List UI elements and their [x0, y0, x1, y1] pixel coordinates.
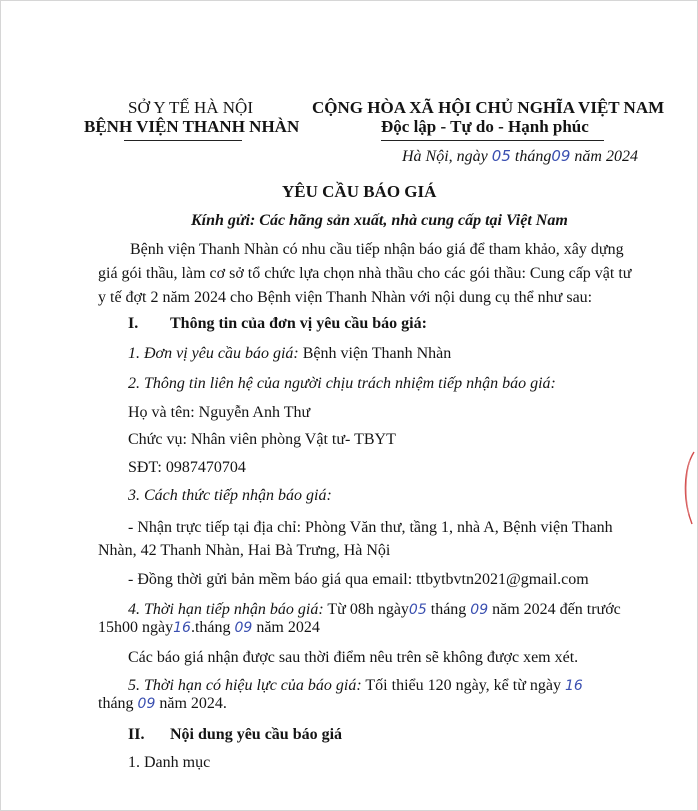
direct-address-line-1: - Nhận trực tiếp tại địa chỉ: Phòng Văn thư, tầng 1, nhà A, Bệnh viện Thanh	[128, 519, 613, 536]
section-1-title: Thông tin của đơn vị yêu cầu báo giá:	[170, 315, 427, 332]
item-4-text-f: năm 2024	[256, 619, 320, 636]
section-1-number: I.	[128, 315, 139, 332]
date-month-handwritten: 09	[551, 147, 571, 165]
item-4-text-c: năm 2024 đến trước	[492, 601, 621, 618]
national-title: CỘNG HÒA XÃ HỘI CHỦ NGHĨA VIỆT NAM	[312, 98, 665, 117]
item-4-month-b-handwritten: 09	[234, 620, 253, 636]
item-1	[128, 344, 451, 363]
section-2-number: II.	[128, 726, 145, 743]
motto-underline	[381, 140, 604, 141]
email-line: - Đồng thời gửi bản mềm báo giá qua email: ttbytbvtn2021@gmail.com	[128, 571, 589, 588]
intro-line-2: giá gói thầu, làm cơ sở tổ chức lựa chọn nhà thầu cho các gói thầu: Cung cấp vật tư	[98, 265, 632, 282]
direct-address-line-2: Nhàn, 42 Thanh Nhàn, Hai Bà Trưng, Hà Nội	[98, 542, 391, 559]
recipient-line: Kính gửi: Các hãng sản xuất, nhà cung cấp tại Việt Nam	[191, 212, 568, 229]
contact-phone: SĐT: 0987470704	[128, 459, 246, 476]
date-line	[402, 147, 638, 166]
date-day-handwritten: 05	[491, 147, 511, 165]
item-1-label: 1. Đơn vị yêu cầu báo giá:	[128, 345, 299, 362]
item-5-text-c: năm 2024.	[159, 695, 227, 712]
contact-position: Chức vụ: Nhân viên phòng Vật tư- TBYT	[128, 431, 396, 448]
date-year: năm 2024	[574, 148, 638, 165]
item-5-line-2	[98, 694, 227, 713]
item-2-label: 2. Thông tin liên hệ của người chịu trách nhiệm tiếp nhận báo giá:	[128, 375, 556, 392]
national-motto: Độc lập - Tự do - Hạnh phúc	[381, 117, 589, 136]
item-4-text-a: Từ 08h ngày	[327, 601, 409, 618]
item-4-month-a-handwritten: 09	[470, 602, 489, 618]
item-4-day-a-handwritten: 05	[408, 602, 427, 618]
item-4-line-2	[98, 618, 320, 637]
item-4-text-e: .tháng	[190, 619, 231, 636]
date-month-label: tháng	[514, 148, 552, 165]
item-5-month-handwritten: 09	[137, 696, 156, 712]
red-stamp-edge	[676, 448, 696, 528]
item-4-day-b-handwritten: 16	[173, 620, 191, 636]
hospital-underline	[124, 140, 242, 141]
item-1-value: Bệnh viện Thanh Nhàn	[302, 345, 452, 362]
document-title: YÊU CẦU BÁO GIÁ	[282, 182, 437, 201]
item-5-day-handwritten: 16	[565, 678, 583, 694]
late-note: Các báo giá nhận được sau thời điểm nêu trên sẽ không được xem xét.	[128, 649, 579, 666]
item-5-text-a: Tối thiểu 120 ngày, kể từ ngày	[365, 677, 561, 694]
intro-line-1: Bệnh viện Thanh Nhàn có nhu cầu tiếp nhận báo giá để tham khảo, xây dựng	[130, 241, 624, 258]
item-4-text-d: 15h00 ngày	[98, 619, 174, 636]
hospital-name: BỆNH VIỆN THANH NHÀN	[84, 117, 300, 136]
contact-name: Họ và tên: Nguyễn Anh Thư	[128, 404, 311, 421]
item-3-label: 3. Cách thức tiếp nhận báo giá:	[128, 487, 332, 504]
item-4-label: 4. Thời hạn tiếp nhận báo giá:	[128, 601, 324, 618]
item-5-label: 5. Thời hạn có hiệu lực của báo giá:	[128, 677, 362, 694]
item-5-text-b: tháng	[98, 695, 134, 712]
item-4-line-1	[128, 600, 621, 619]
item-5-line-1	[128, 676, 583, 695]
item-4-text-b: tháng	[430, 601, 467, 618]
intro-line-3: y tế đợt 2 năm 2024 cho Bệnh viện Thanh Nhàn với nội dung cụ thể như sau:	[98, 289, 593, 306]
agency-name: SỞ Y TẾ HÀ NỘI	[128, 98, 253, 117]
section-2-item-1: 1. Danh mục	[128, 754, 211, 771]
date-prefix: Hà Nội, ngày	[402, 148, 488, 165]
section-2-title: Nội dung yêu cầu báo giá	[170, 726, 343, 743]
